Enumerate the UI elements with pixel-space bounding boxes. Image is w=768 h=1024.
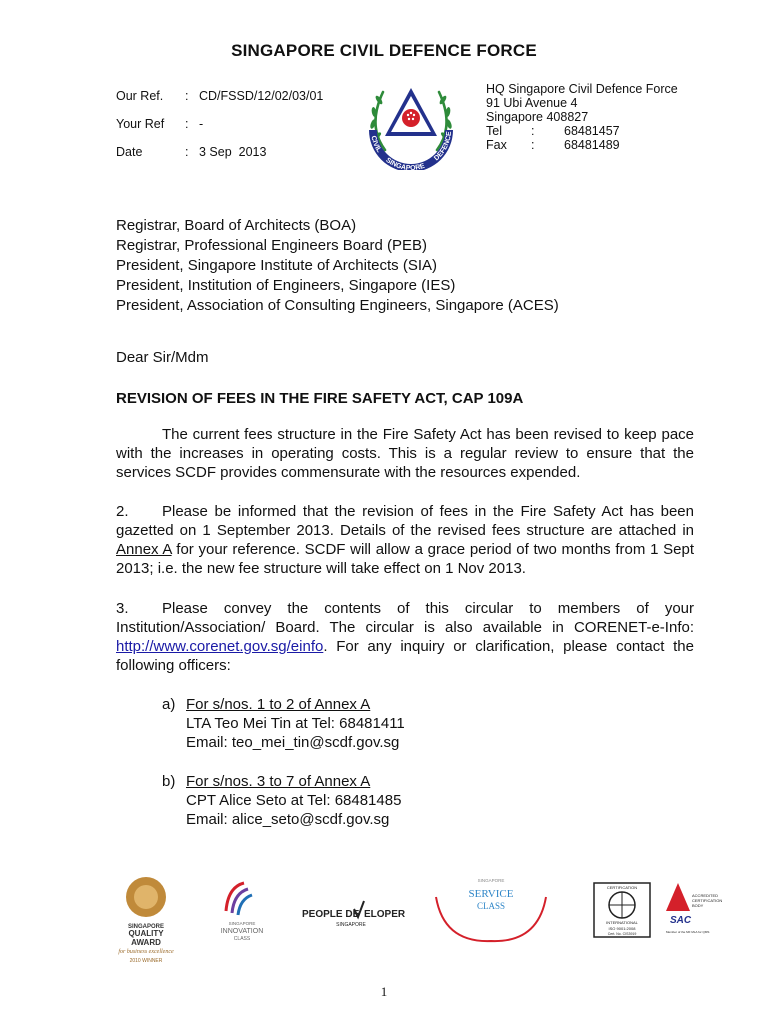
contact-b <box>162 772 401 829</box>
paragraph-text: The current fees structure in the Fire Safety Act has been revised to keep pace with the increases in operating costs. This is a regular review to ensure that the services SCDF provides commensurate with the resources expended. <box>116 426 694 481</box>
svg-text:Cert. No. CIS3919: Cert. No. CIS3919 <box>607 932 637 936</box>
svg-text:CLASS: CLASS <box>476 901 506 911</box>
svg-text:SINGAPORE: SINGAPORE <box>127 924 165 930</box>
svg-text:2010 WINNER: 2010 WINNER <box>129 958 163 964</box>
service-class-logo <box>436 878 546 941</box>
svg-text:CLASS: CLASS <box>233 936 251 942</box>
ref-value: 3 Sep 2013 <box>199 145 267 159</box>
paragraph-3 <box>116 599 694 675</box>
svg-text:INTERNATIONAL: INTERNATIONAL <box>606 920 638 925</box>
paragraph-text: Please convey the contents of this circular to members of your Institution/Association/ Board. The circular is also available in CORENET-e-Info: <box>116 600 694 636</box>
our-ref-row: Our Ref. : CD/FSSD/12/02/03/01 <box>116 89 324 103</box>
innovation-class-logo <box>221 883 264 942</box>
letterhead-title: SINGAPORE CIVIL DEFENCE FORCE <box>231 41 537 60</box>
fax-label: Fax <box>486 138 507 152</box>
hq-address-line: Singapore 408827 <box>486 110 589 124</box>
svg-text:ISO 9001:2008: ISO 9001:2008 <box>608 926 636 931</box>
paragraph-number: 2. <box>116 503 129 520</box>
your-ref-row: Your Ref : - <box>116 117 204 131</box>
tel-value: 68481457 <box>564 124 620 138</box>
hq-address-block <box>486 82 678 152</box>
svg-text:SINGAPORE: SINGAPORE <box>336 922 366 928</box>
svg-text:QUALITY: QUALITY <box>128 929 164 938</box>
people-developer-logo <box>302 901 406 928</box>
ref-label: Our Ref. <box>116 89 164 103</box>
svg-text:AWARD: AWARD <box>131 938 161 947</box>
sac-logo <box>666 883 722 934</box>
svg-text:SAC: SAC <box>670 915 692 926</box>
hq-address-line: 91 Ubi Avenue 4 <box>486 96 578 110</box>
addressee-line: Registrar, Professional Engineers Board (PEB) <box>116 237 427 254</box>
contact-heading: For s/nos. 3 to 7 of Annex A <box>186 773 371 790</box>
svg-text:PEOPLE DE: PEOPLE DE <box>302 909 360 920</box>
ref-value: - <box>199 117 204 131</box>
svg-text:SINGAPORE: SINGAPORE <box>477 878 505 883</box>
date-row: Date : 3 Sep 2013 <box>116 145 267 159</box>
logo-ribbon-text: CIVIL <box>369 135 383 154</box>
addressee-line: President, Association of Consulting Engineers, Singapore (ACES) <box>116 297 559 314</box>
paragraph-number: 3. <box>116 600 129 617</box>
svg-text:CERTIFICATION: CERTIFICATION <box>692 898 723 903</box>
hq-address-line: HQ Singapore Civil Defence Force <box>486 82 678 96</box>
svg-text:SERVICE: SERVICE <box>468 888 514 900</box>
salutation: Dear Sir/Mdm <box>116 349 209 366</box>
svg-text:ACCREDITED: ACCREDITED <box>692 893 719 898</box>
contact-officer: LTA Teo Mei Tin at Tel: 68481411 <box>186 715 405 732</box>
contact-officer: CPT Alice Seto at Tel: 68481485 <box>186 792 402 809</box>
corenet-link[interactable]: http://www.corenet.gov.sg/einfo <box>116 638 324 655</box>
svg-text:for business excellence: for business excellence <box>118 949 174 955</box>
footer-logo-strip <box>118 873 728 968</box>
contact-email: Email: teo_mei_tin@scdf.gov.sg <box>186 734 400 751</box>
svg-text:BODY: BODY <box>692 903 704 908</box>
paragraph-text: for your reference. SCDF will allow a grace period of two months from 1 Sept 2013; i.e. the new fee structure will take effect on 1 Nov 2013. <box>116 541 694 577</box>
annex-reference: Annex A <box>116 541 172 558</box>
logo-ribbon-text: DEFENCE <box>433 131 454 163</box>
paragraph-text: Please be informed that the revision of fees in the Fire Safety Act has been gazetted on 1 September 2013. Details of the revised fees structure are attached in <box>116 503 694 539</box>
svg-text:CERTIFICATION: CERTIFICATION <box>606 885 638 890</box>
ref-value: CD/FSSD/12/02/03/01 <box>199 89 324 103</box>
contact-email: Email: alice_seto@scdf.gov.sg <box>186 811 390 828</box>
tel-label: Tel <box>486 124 502 138</box>
contact-heading: For s/nos. 1 to 2 of Annex A <box>186 696 371 713</box>
paragraph-2 <box>116 502 694 578</box>
fax-row: Fax : 68481489 <box>486 138 620 152</box>
paragraph-1 <box>116 425 694 482</box>
svg-text:INNOVATION: INNOVATION <box>220 928 264 935</box>
subject-heading: REVISION OF FEES IN THE FIRE SAFETY ACT, CAP 109A <box>116 390 524 407</box>
addressee-line: Registrar, Board of Architects (BOA) <box>116 217 357 234</box>
fax-value: 68481489 <box>564 138 620 152</box>
addressee-line: President, Institution of Engineers, Singapore (IES) <box>116 277 456 294</box>
quality-award-logo <box>118 877 174 964</box>
tel-row: Tel : 68481457 <box>486 124 620 138</box>
addressee-line: President, Singapore Institute of Architects (SIA) <box>116 257 437 274</box>
svg-text:ELOPER: ELOPER <box>364 909 406 920</box>
addressee-list <box>116 216 559 316</box>
ref-label: Date <box>116 145 143 159</box>
certification-logo <box>594 883 650 937</box>
contact-letter: b) <box>162 773 176 790</box>
paragraph-text: . For any inquiry or clarification, please contact the following officers: <box>116 638 694 674</box>
svg-text:SINGAPORE: SINGAPORE <box>228 921 256 926</box>
page-number: 1 <box>380 984 388 999</box>
svg-text:Member of the MF MLA for QMS: Member of the MF MLA for QMS <box>666 930 710 934</box>
contact-letter: a) <box>162 696 176 713</box>
ref-label: Your Ref <box>116 117 165 131</box>
reference-block <box>116 82 323 166</box>
contact-a <box>162 695 405 752</box>
logo-ribbon-text: SINGAPORE <box>384 156 426 170</box>
scdf-crest-logo <box>355 78 467 170</box>
